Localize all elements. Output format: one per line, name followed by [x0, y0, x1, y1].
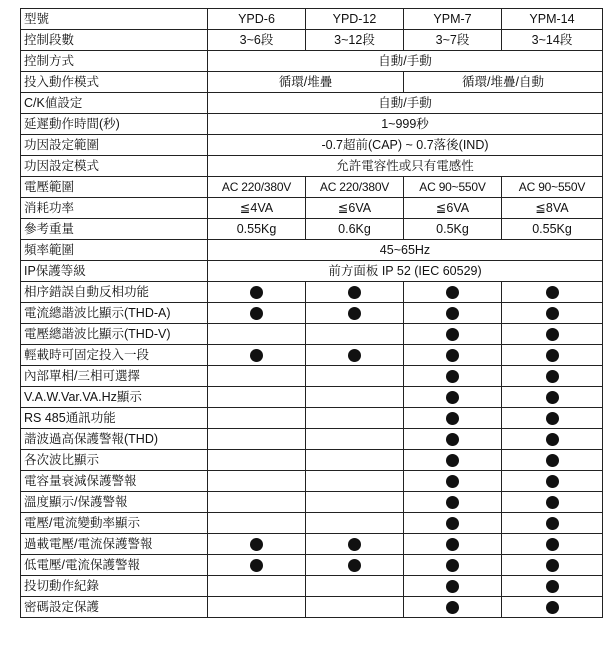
spec-value-merged: 1~999秒 [208, 114, 603, 135]
feature-cell [306, 282, 404, 303]
feature-row [21, 345, 603, 366]
feature-row [21, 282, 603, 303]
feature-cell [208, 429, 306, 450]
feature-cell [404, 282, 502, 303]
supported-dot-icon [446, 412, 459, 425]
feature-row [21, 303, 603, 324]
supported-dot-icon [250, 538, 263, 551]
spec-label: 消耗功率 [21, 198, 208, 219]
spec-row [21, 156, 603, 177]
feature-cell [404, 303, 502, 324]
spec-label: 功因設定範圍 [21, 135, 208, 156]
feature-cell [502, 555, 603, 576]
supported-dot-icon [446, 328, 459, 341]
feature-row [21, 324, 603, 345]
feature-cell [306, 534, 404, 555]
spec-label: 延遲動作時間(秒) [21, 114, 208, 135]
supported-dot-icon [250, 286, 263, 299]
supported-dot-icon [250, 559, 263, 572]
supported-dot-icon [546, 517, 559, 530]
feature-label: 諧波過高保護警報(THD) [21, 429, 208, 450]
supported-dot-icon [348, 538, 361, 551]
feature-cell [404, 471, 502, 492]
spec-value: 0.55Kg [502, 219, 603, 240]
feature-row [21, 387, 603, 408]
model-header-label: 型號 [21, 9, 208, 30]
supported-dot-icon [446, 370, 459, 383]
spec-value: AC 220/380V [208, 177, 306, 198]
feature-row [21, 534, 603, 555]
supported-dot-icon [446, 433, 459, 446]
feature-cell [208, 492, 306, 513]
supported-dot-icon [546, 601, 559, 614]
supported-dot-icon [446, 538, 459, 551]
spec-label: 參考重量 [21, 219, 208, 240]
supported-dot-icon [446, 517, 459, 530]
spec-label: 功因設定模式 [21, 156, 208, 177]
feature-label: 過載電壓/電流保護警報 [21, 534, 208, 555]
feature-label: 電壓/電流變動率顯示 [21, 513, 208, 534]
spec-row [21, 51, 603, 72]
spec-value-ypm: 循環/堆疊/自動 [404, 72, 603, 93]
feature-row [21, 555, 603, 576]
supported-dot-icon [546, 538, 559, 551]
spec-value: 3~14段 [502, 30, 603, 51]
feature-row [21, 366, 603, 387]
feature-cell [306, 324, 404, 345]
feature-row [21, 429, 603, 450]
supported-dot-icon [546, 412, 559, 425]
spec-row [21, 135, 603, 156]
spec-label: 投入動作模式 [21, 72, 208, 93]
feature-cell [502, 576, 603, 597]
feature-label: 相序錯誤自動反相功能 [21, 282, 208, 303]
spec-value: ≦6VA [306, 198, 404, 219]
feature-cell [306, 450, 404, 471]
spec-value: 3~12段 [306, 30, 404, 51]
spec-label: 頻率範圍 [21, 240, 208, 261]
supported-dot-icon [446, 307, 459, 320]
spec-value: AC 220/380V [306, 177, 404, 198]
spec-row [21, 198, 603, 219]
supported-dot-icon [546, 454, 559, 467]
spec-row [21, 240, 603, 261]
spec-value-ypd: 循環/堆疊 [208, 72, 404, 93]
supported-dot-icon [446, 286, 459, 299]
supported-dot-icon [546, 307, 559, 320]
supported-dot-icon [446, 601, 459, 614]
feature-cell [208, 597, 306, 618]
feature-row [21, 597, 603, 618]
model-name: YPM-14 [502, 9, 603, 30]
header-row [21, 9, 603, 30]
feature-cell [502, 429, 603, 450]
feature-label: 溫度顯示/保護警報 [21, 492, 208, 513]
feature-cell [306, 576, 404, 597]
feature-label: 投切動作紀錄 [21, 576, 208, 597]
supported-dot-icon [446, 496, 459, 509]
feature-cell [502, 471, 603, 492]
spec-value-merged: 自動/手動 [208, 51, 603, 72]
feature-cell [502, 345, 603, 366]
feature-cell [404, 324, 502, 345]
supported-dot-icon [546, 370, 559, 383]
feature-cell [208, 303, 306, 324]
spec-value: ≦4VA [208, 198, 306, 219]
feature-cell [306, 513, 404, 534]
supported-dot-icon [546, 349, 559, 362]
feature-cell [306, 366, 404, 387]
feature-row [21, 492, 603, 513]
spec-value-merged: 45~65Hz [208, 240, 603, 261]
supported-dot-icon [546, 433, 559, 446]
supported-dot-icon [446, 475, 459, 488]
spec-label: 電壓範圍 [21, 177, 208, 198]
supported-dot-icon [446, 391, 459, 404]
supported-dot-icon [250, 307, 263, 320]
feature-cell [208, 345, 306, 366]
model-name: YPD-6 [208, 9, 306, 30]
spec-value-merged: 前方面板 IP 52 (IEC 60529) [208, 261, 603, 282]
feature-cell [306, 345, 404, 366]
spec-value: 3~6段 [208, 30, 306, 51]
spec-row [21, 177, 603, 198]
spec-value-merged: 自動/手動 [208, 93, 603, 114]
feature-cell [502, 282, 603, 303]
feature-cell [404, 534, 502, 555]
feature-cell [404, 366, 502, 387]
feature-cell [404, 492, 502, 513]
feature-cell [502, 492, 603, 513]
spec-value-merged: -0.7超前(CAP) ~ 0.7落後(IND) [208, 135, 603, 156]
spec-row [21, 114, 603, 135]
spec-value: ≦8VA [502, 198, 603, 219]
supported-dot-icon [546, 328, 559, 341]
feature-cell [404, 387, 502, 408]
supported-dot-icon [348, 286, 361, 299]
feature-cell [208, 387, 306, 408]
feature-cell [502, 366, 603, 387]
feature-cell [502, 450, 603, 471]
feature-cell [306, 408, 404, 429]
supported-dot-icon [546, 391, 559, 404]
spec-value-merged: 允許電容性或只有電感性 [208, 156, 603, 177]
spec-row [21, 30, 603, 51]
spec-value: 0.5Kg [404, 219, 502, 240]
spec-value: AC 90~550V [502, 177, 603, 198]
supported-dot-icon [446, 349, 459, 362]
feature-label: 電流總諧波比顯示(THD-A) [21, 303, 208, 324]
feature-cell [502, 408, 603, 429]
feature-cell [208, 324, 306, 345]
spec-value: ≦6VA [404, 198, 502, 219]
feature-label: 電容量衰減保護警報 [21, 471, 208, 492]
spec-value: 0.55Kg [208, 219, 306, 240]
feature-cell [404, 597, 502, 618]
feature-cell [404, 555, 502, 576]
feature-label: 密碼設定保護 [21, 597, 208, 618]
supported-dot-icon [546, 580, 559, 593]
feature-cell [208, 576, 306, 597]
feature-row [21, 408, 603, 429]
model-name: YPD-12 [306, 9, 404, 30]
supported-dot-icon [348, 349, 361, 362]
feature-cell [306, 492, 404, 513]
feature-row [21, 513, 603, 534]
feature-cell [404, 513, 502, 534]
feature-cell [404, 345, 502, 366]
supported-dot-icon [348, 307, 361, 320]
feature-cell [404, 429, 502, 450]
feature-cell [208, 471, 306, 492]
spec-value: 3~7段 [404, 30, 502, 51]
feature-cell [208, 555, 306, 576]
feature-cell [502, 324, 603, 345]
spec-value: 0.6Kg [306, 219, 404, 240]
feature-cell [306, 429, 404, 450]
supported-dot-icon [546, 475, 559, 488]
supported-dot-icon [546, 496, 559, 509]
supported-dot-icon [250, 349, 263, 362]
feature-cell [208, 513, 306, 534]
model-name: YPM-7 [404, 9, 502, 30]
feature-row [21, 450, 603, 471]
feature-cell [306, 303, 404, 324]
feature-label: RS 485通訊功能 [21, 408, 208, 429]
spec-row [21, 261, 603, 282]
feature-cell [502, 303, 603, 324]
feature-cell [404, 450, 502, 471]
feature-cell [502, 513, 603, 534]
supported-dot-icon [446, 559, 459, 572]
feature-cell [404, 576, 502, 597]
feature-cell [502, 534, 603, 555]
supported-dot-icon [446, 454, 459, 467]
feature-cell [502, 597, 603, 618]
spec-label: C/K値設定 [21, 93, 208, 114]
feature-cell [502, 387, 603, 408]
feature-cell [306, 387, 404, 408]
feature-cell [306, 555, 404, 576]
spec-label: 控制方式 [21, 51, 208, 72]
supported-dot-icon [446, 580, 459, 593]
supported-dot-icon [546, 559, 559, 572]
feature-cell [208, 408, 306, 429]
feature-row [21, 576, 603, 597]
feature-label: V.A.W.Var.VA.Hz顯示 [21, 387, 208, 408]
feature-cell [208, 366, 306, 387]
spec-label: IP保護等級 [21, 261, 208, 282]
feature-label: 各次波比顯示 [21, 450, 208, 471]
spec-row [21, 219, 603, 240]
supported-dot-icon [546, 286, 559, 299]
feature-label: 輕載時可固定投入一段 [21, 345, 208, 366]
spec-row [21, 72, 603, 93]
spec-row [21, 93, 603, 114]
feature-cell [208, 534, 306, 555]
spec-label: 控制段數 [21, 30, 208, 51]
feature-cell [404, 408, 502, 429]
feature-cell [306, 597, 404, 618]
feature-label: 電壓總諧波比顯示(THD-V) [21, 324, 208, 345]
feature-cell [208, 450, 306, 471]
spec-value: AC 90~550V [404, 177, 502, 198]
supported-dot-icon [348, 559, 361, 572]
feature-cell [306, 471, 404, 492]
feature-row [21, 471, 603, 492]
spec-table [20, 8, 603, 618]
feature-label: 低電壓/電流保護警報 [21, 555, 208, 576]
feature-label: 內部單相/三相可選擇 [21, 366, 208, 387]
feature-cell [208, 282, 306, 303]
